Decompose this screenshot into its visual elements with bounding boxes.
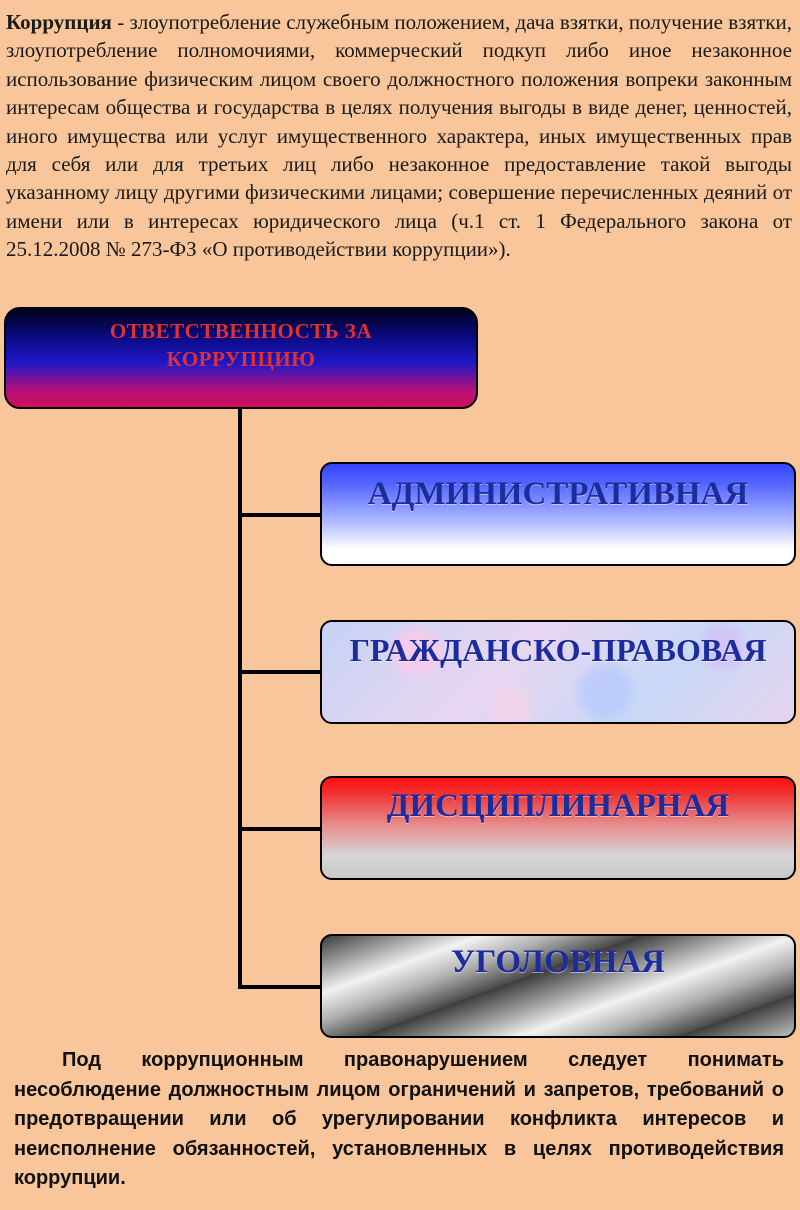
offense-definition: Под коррупционным правонарушением следует понимать несоблюдение должностным лицом ограничений и запретов, требований о предотвращении или об урегулировании конфликта интересов и неисполнение обязанностей, установленных в целях противодействия коррупции. [14, 1049, 784, 1189]
connector-criminal [238, 985, 320, 989]
civil-liability-box [320, 620, 796, 724]
connector-disciplinary [238, 827, 320, 831]
disciplinary-liability-box [320, 776, 796, 880]
connector-trunk [238, 409, 242, 989]
connector-civil [238, 670, 320, 674]
criminal-liability-box [320, 934, 796, 1038]
criminal-liability-label: УГОЛОВНАЯ [450, 944, 666, 980]
disciplinary-liability-label: ДИСЦИПЛИНАРНАЯ [386, 788, 730, 824]
definition-term: Коррупция [6, 10, 112, 34]
responsibility-header-title: ОТВЕТСТВЕННОСТЬ ЗА КОРРУПЦИЮ [109, 319, 373, 371]
responsibility-header-box [4, 307, 478, 409]
connector-administrative [238, 513, 320, 517]
administrative-liability-box [320, 462, 796, 566]
corruption-definition [6, 8, 792, 264]
civil-liability-label: ГРАЖДАНСКО-ПРАВОВАЯ [349, 632, 767, 668]
definition-text: - злоупотребление служебным положением, дача взятки, получение взятки, злоупотребление полномочиями, коммерческий подкуп либо иное незаконное использование физическим лицом своего должностного положения вопреки законным интересам общества и государства в целях получения выгоды в виде денег, ценностей, иного имущества или услуг имущественного характера, иных имущественных прав для себя или для третьих лиц либо незаконное предоставление такой выгоды указанному лицу другими физическими лицами; совершение перечисленных деяний от имени или в интересах юридического лица (ч.1 ст. 1 Федерального закона от 25.12.2008 № 273-ФЗ «О противодействии коррупции»). [6, 10, 792, 262]
administrative-liability-label: АДМИНИСТРАТИВНАЯ [367, 476, 749, 512]
